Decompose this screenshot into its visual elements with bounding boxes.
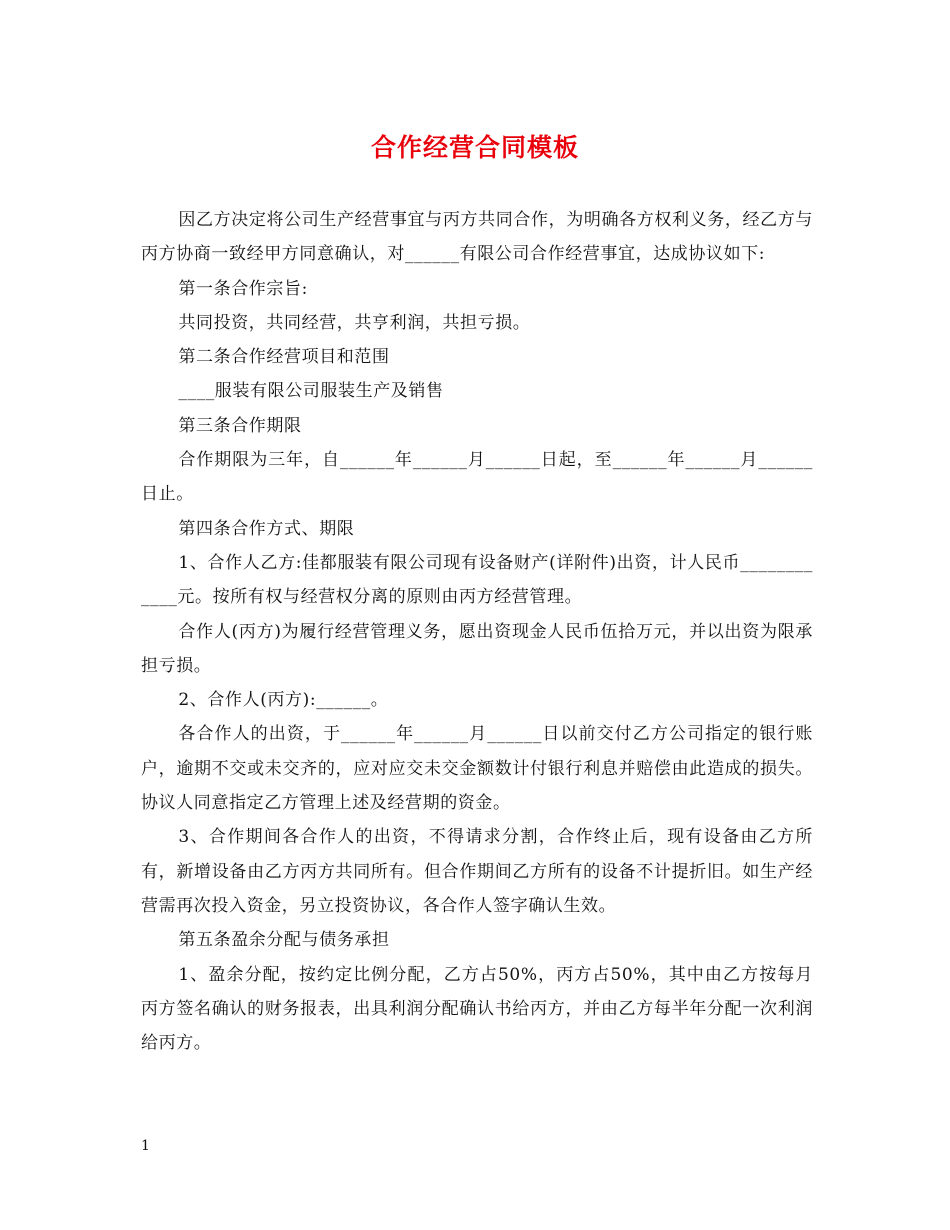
paragraph-article-4-item-2: 2、合作人(丙方):______。	[178, 690, 389, 711]
page-number: 1	[141, 1138, 150, 1154]
paragraph-article-4-partner-cash: 合作人(丙方)为履行经营管理义务，愿出资现金人民币伍拾万元，并以出资为限承担亏损。	[141, 621, 813, 676]
paragraph-article-2-heading: 第二条合作经营项目和范围	[178, 347, 390, 368]
paragraph-article-4-item-3: 3、合作期间各合作人的出资，不得请求分割，合作终止后，现有设备由乙方所有，新增设备由乙方丙方共同所有。但合作期间乙方所有的设备不计提折旧。如生产经营需再次投入资金，另立投资协议，各合作人签字确认生效。	[141, 827, 813, 916]
paragraph-article-3-heading: 第三条合作期限	[178, 415, 302, 436]
paragraph-article-5-item-1: 1、盈余分配，按约定比例分配，乙方占50%，丙方占50%，其中由乙方按每月丙方签名确认的财务报表，出具利润分配确认书给丙方，并由乙方每半年分配一次利润给丙方。	[141, 964, 813, 1054]
paragraph-article-3-text: 合作期限为三年，自______年______月______日起，至______年______月______日止。	[141, 450, 813, 505]
document-body	[141, 203, 813, 1060]
paragraph-article-1-heading: 第一条合作宗旨:	[178, 278, 308, 299]
paragraph-intro: 因乙方决定将公司生产经营事宜与丙方共同合作，为明确各方权利义务，经乙方与丙方协商一致经甲方同意确认，对______有限公司合作经营事宜，达成协议如下:	[141, 210, 813, 265]
paragraph-article-4-item-1: 1、合作人乙方:佳都服装有限公司现有设备财产(详附件)出资，计人民币____________元。按所有权与经营权分离的原则由丙方经营管理。	[141, 552, 813, 608]
paragraph-article-2-text: ____服装有限公司服装生产及销售	[178, 381, 444, 402]
paragraph-article-1-text: 共同投资，共同经营，共亨利润，共担亏损。	[178, 312, 531, 333]
paragraph-article-5-heading: 第五条盈余分配与债务承担	[178, 930, 390, 951]
document-title: 合作经营合同模板	[370, 133, 579, 162]
paragraph-article-4-contribution-deadline: 各合作人的出资，于______年______月______日以前交付乙方公司指定的银行账户，逾期不交或未交齐的，应对应交未交金额数计付银行利息并赔偿由此造成的损失。协议人同意指定乙方管理上述及经营期的资金。	[141, 724, 813, 814]
paragraph-article-4-heading: 第四条合作方式、期限	[178, 518, 355, 539]
